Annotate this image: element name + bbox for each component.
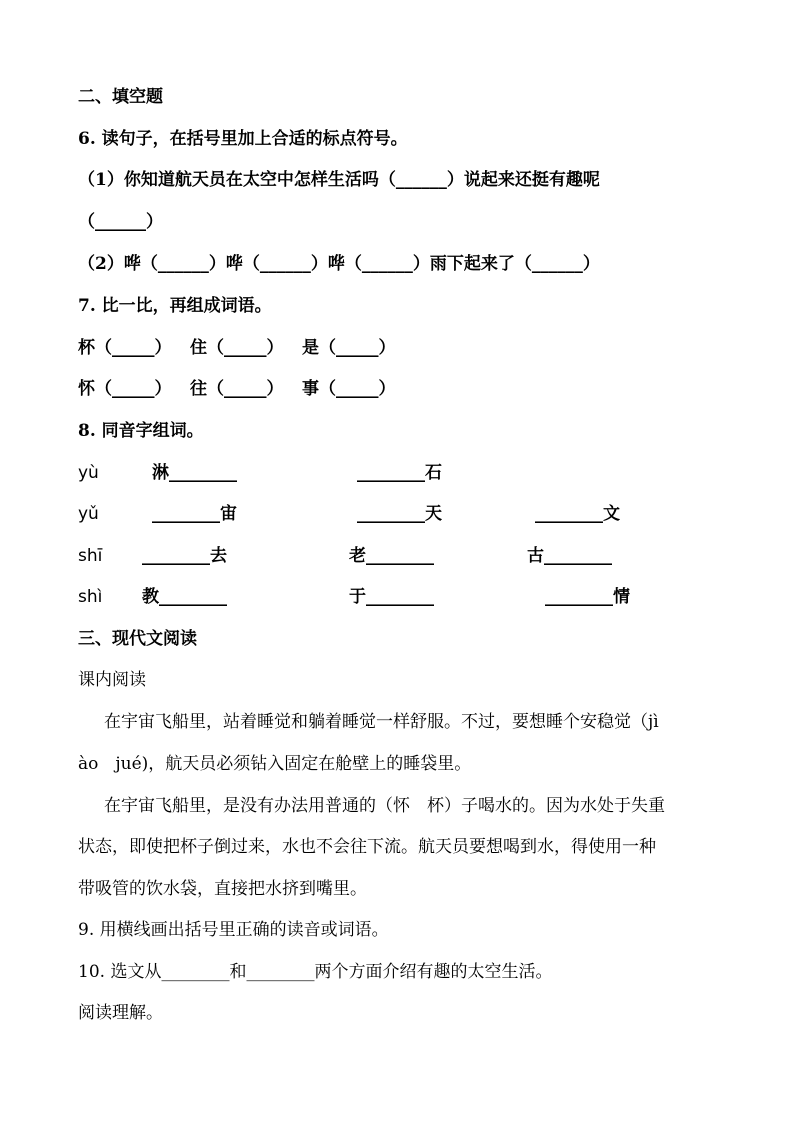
pinyin-label: yù (78, 463, 99, 483)
section-title: 三、现代文阅读 (78, 629, 197, 649)
question-7-stem: 7. 比一比，再组成词语。 (78, 296, 272, 316)
q8-blank[interactable]: 古________ (527, 546, 612, 566)
q8-blank[interactable]: 于________ (349, 587, 434, 607)
q8-blank[interactable]: ________文 (535, 504, 620, 524)
q8-blank[interactable]: 老________ (349, 546, 434, 566)
question-9: 9. 用横线画出括号里正确的读音或词语。 (78, 920, 389, 940)
question-6-sentence-1-cont: （______） (78, 212, 163, 232)
q7-item[interactable]: 杯（_____） (78, 338, 172, 358)
q7-item[interactable]: 事（_____） (302, 379, 396, 399)
question-8-stem: 8. 同音字组词。 (78, 421, 204, 441)
passage-line: 带吸管的饮水袋，直接把水挤到嘴里。 (78, 879, 367, 899)
question-6-stem: 6. 读句子，在括号里加上合适的标点符号。 (78, 129, 408, 149)
pinyin-label: shī (78, 546, 103, 566)
q7-item[interactable]: 是（_____） (302, 338, 396, 358)
passage-line: 状态，即使把杯子倒过来，水也不会往下流。航天员要想喝到水，得使用一种 (78, 837, 656, 857)
pinyin-label: yǔ (78, 504, 99, 524)
q8-blank[interactable]: ________情 (545, 587, 630, 607)
q8-blank[interactable]: 淋________ (152, 463, 237, 483)
pinyin-label: shì (78, 587, 103, 607)
q8-blank[interactable]: ________去 (142, 546, 227, 566)
q7-item[interactable]: 怀（_____） (78, 379, 172, 399)
passage-line: 在宇宙飞船里，站着睡觉和躺着睡觉一样舒服。不过，要想睡个安稳觉（jì (104, 712, 659, 732)
q8-blank[interactable]: 教________ (142, 587, 227, 607)
q7-item[interactable]: 往（_____） (190, 379, 284, 399)
q8-blank[interactable]: ________宙 (152, 504, 237, 524)
section-title: 二、填空题 (78, 87, 163, 107)
q8-blank[interactable]: ________天 (357, 504, 442, 524)
q8-blank[interactable]: ________石 (357, 463, 442, 483)
question-6-sentence-2: （2）哗（______）哗（______）哗（______）雨下起来了（______） (78, 254, 600, 274)
question-6-sentence-1: （1）你知道航天员在太空中怎样生活吗（______）说起来还挺有趣呢 (78, 170, 600, 190)
subsection-title: 课内阅读 (78, 670, 146, 690)
question-10: 10. 选文从________和________两个方面介绍有趣的太空生活。 (78, 962, 553, 982)
passage-line: 在宇宙飞船里，是没有办法用普通的（怀 杯）子喝水的。因为水处于失重 (104, 796, 665, 816)
q7-item[interactable]: 住（_____） (190, 338, 284, 358)
passage-line: ào jué)，航天员必须钻入固定在舱壁上的睡袋里。 (78, 754, 472, 774)
reading-comprehension-heading: 阅读理解。 (78, 1003, 163, 1023)
